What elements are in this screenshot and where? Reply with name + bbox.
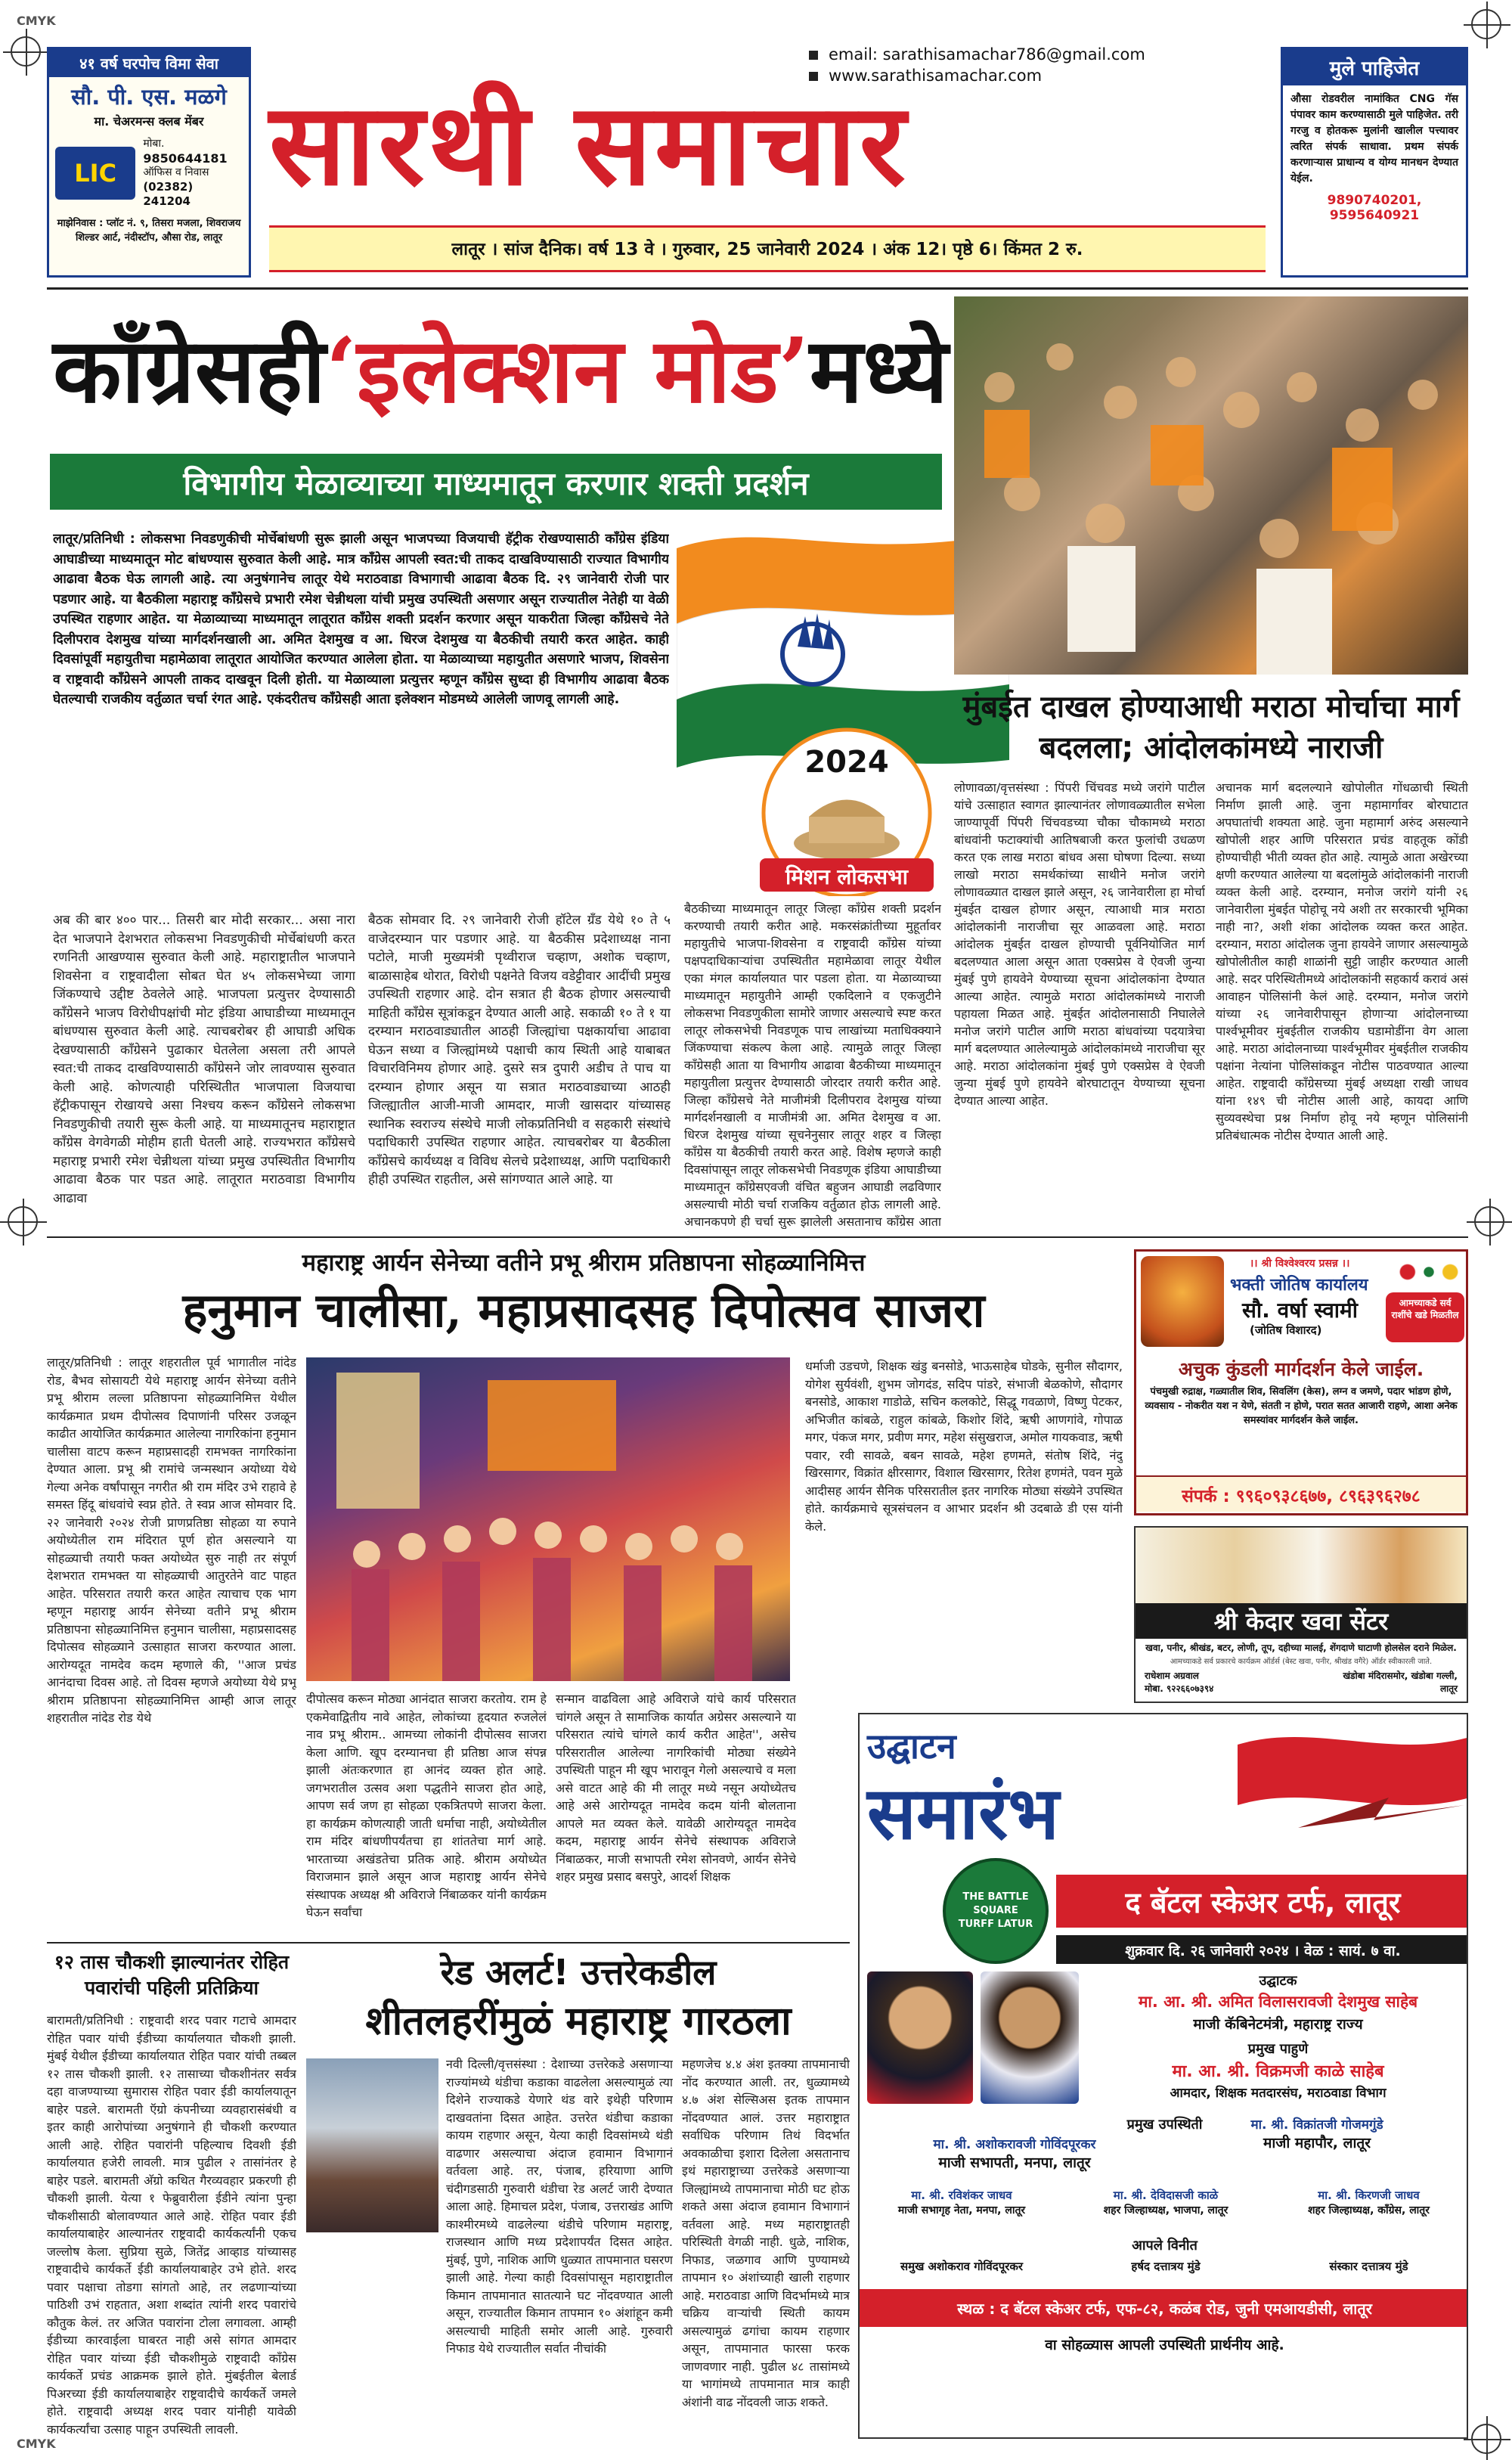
khava-note: आमच्याकडे सर्व प्रकारचे कार्यक्रम ऑर्डर्स (बेस्ट खवा, पनीर, श्रीखंड वगैरे) ऑर्डर स्वीकारली जाते.: [1170, 1658, 1433, 1666]
khava-owner: राधेशाम अग्रवाल: [1145, 1671, 1199, 1681]
lic-advert: [47, 47, 251, 278]
lic-address: माझेनिवास : प्लॉट नं. ९, तिसरा मजला, शिवराजय शिल्डर आर्ट, नंदीस्टॉप, औसा रोड, लातूर: [57, 218, 241, 244]
masthead-email[interactable]: email: sarathisamachar786@gmail.com: [829, 45, 1145, 64]
masthead-dateline: लातूर । सांज दैनिक। वर्ष 13 वे । गुरुवार, 25 जानेवारी 2024 । अंक 12। पृष्ठे 6। किंमत 2 रु.: [451, 240, 1083, 259]
cmyk-mark: CMYK: [17, 14, 56, 28]
hanuman-headline: हनुमान चालीसा, महाप्रसादसह दिपोत्सव साजरा: [182, 1283, 985, 1338]
redalert-headline-line-2: शीतलहरींमुळं महाराष्ट्र गारठला: [365, 1998, 792, 2044]
khava-title: श्री केदार खवा सेंटर: [1136, 1603, 1467, 1639]
ganesh-icon: [1141, 1256, 1224, 1347]
lead-column-1: अब की बार ४०० पार... तिसरी बार मोदी सरकार... असा नारा देत भाजपाने देशभरात लोकसभा निवडणुकीची मोर्चेबांधणी करत रणनिती आखण्यास सुरुवात केली आहे. महाराष्ट्रातील भाजपाने शिवसेना व राष्ट्रवादीला सोबत घेत ४५ लोकसभेच्या जागा जिंकण्याचे उद्दीष्ट ठेवलेले आहे. भाजपला प्रत्युत्तर देण्यासाठी काँग्रेसने भाजप विरोधीपक्षांची मोट इंडिया आघाडीच्या माध्यमातून बांधण्यास सुरुवात केली आहे. त्याचबरोबर ही आघाडी अधिक देखण्यासाठी काँग्रेसने पुढाकार घेतलेला असला तरी आपले स्वत:ची ताकद दाखविण्यासाठी काँग्रेसने जोर लावण्यास सुरुवात केली आहे. कोणत्याही परिस्थितीत भाजपाला विजयाचा हॅट्रीकपासून रोखायचे असा निश्चय करून काँग्रेसने लोकसभा निवडणुकीची तयारी सुरू केली आहे. या माध्यमातूनच महाराष्ट्रात काँग्रेस वेगवेगळी मोहीम हाती घेतली आहे. राज्यभरात काँग्रेसचे महाराष्ट्र प्रभारी रमेश चेन्नीथला यांच्या प्रमुख उपस्थितीत विभागीय आढावा बैठक पार पडत आहे. लातूरात मराठवाडा विभागीय आढावा: [53, 913, 355, 1206]
hanuman-event-illustration: [306, 1357, 790, 1681]
registration-mark-top-right: [1471, 9, 1501, 39]
guest-name: मा. श्री. किरणजी जाधव: [1318, 2189, 1420, 2202]
inauguration-word-1: उद्घाटन: [867, 1726, 956, 1767]
inaugurator-name: मा. आ. श्री. अमित विलासरावजी देशमुख साहेब: [1138, 1993, 1418, 2011]
lead-subhead: विभागीय मेळाव्याच्या माध्यमातून करणार शक्ती प्रदर्शन: [183, 465, 809, 502]
jyotish-advert: [1134, 1249, 1468, 1515]
hanuman-column-4: धर्माजी उडचणे, शिक्षक खंडु बनसोडे, भाऊसाहेब घोडके, सुनील सौदागर, योगेश सुर्यवंशी, शुभम जोगदंड, सदिप पांडरे, संभाजी बेळकोणे, सौदागर बनसोडे, आकाश गाडोळे, सचिन कलकोटे, सिद्धू गवळाणे, विष्णु पेटकर, अभिजीत कांबळे, राहुल कांबळे, किशोर शिंदे, ऋषी आणगांवे, गोपाळ मगर, पंकज मगर, प्रवीण मगर, महेश संसुखराज, अमोल गायकवाड, ऋषी पवार, रवी सावळे, बबन सावळे, महेश हणमते, संतोष शिंदे, नंदु खिरसागर, विक्रांत क्षीरसागर, विशाल खिरसागर, रितेश हणमंते, पवन मुळे आदीसह आर्यन सैनिक परिसरातील इतर नागरिक मोठ्या संख्येने उपस्थित होते. कार्यक्रमाचे सूत्रसंचलन व आभार प्रदर्शन श्री उदबाळे डी एस यांनी केले.: [805, 1359, 1123, 1534]
guest-title: माजी सभागृह नेता, मनपा, लातूर: [897, 2204, 1026, 2216]
inviter-1: समुख अशोकराव गोविंदपूरकर: [900, 2260, 1024, 2273]
hanuman-column-3: सन्मान वाढविला आहे अविराजे यांचे कार्य परिसरात चांगले असून ते सामाजिक कार्यात अग्रेसर असल्याने या परिसरात त्यांचे चांगले कार्य करीत आहेत'', असेच परिसरातील आलेल्या नागरिकांची मोठ्या संख्येने उपस्थिती पाहून मी खूप भारावून गेलो असल्याचे व मला असे वाटत आहे की मी लातूर मध्ये नसून अयोध्येतच आहे असे आरोग्यदूत नामदेव कदम यांनी बोलताना आपले मत व्यक्त केले. यावेळी आरोग्यदूत नामदेव कदम, महाराष्ट्र आर्यन सेनेचे संस्थापक अविराजे निंबाळकर, माजी सभापती रमेश सोनवणे, आर्यन सेनेचे शहर प्रमुख प्रसाद बसपुरे, आदर्श शिक्षक: [556, 1692, 796, 1884]
guest-name: मा. श्री. अशोकरावजी गोविंदपूरकर: [933, 2137, 1096, 2152]
guest-name: मा. श्री. देविदासजी काळे: [1113, 2189, 1219, 2202]
inviters-label: आपले विनीत: [1132, 2238, 1198, 2254]
guest-title: माजी सभापती, मनपा, लातूर: [938, 2154, 1091, 2171]
inaugurator-label: उद्घाटक: [1259, 1973, 1297, 1989]
guest-name: मा. श्री. विक्रांतजी गोजमगुंडे: [1250, 2117, 1383, 2133]
guest-title: शहर जिल्हाध्यक्ष, भाजपा, लातूर: [1103, 2204, 1228, 2216]
registration-mark-top-left: [11, 36, 41, 67]
redalert-headline-line-1: रेड अलर्ट! उत्तरेकडील: [440, 1952, 717, 1993]
guest-4: [1064, 2188, 1268, 2217]
turf-logo-badge: THE BATTLE SQUARE TURFF LATUR: [943, 1858, 1049, 1964]
inauguration-word-2: समारंभ: [867, 1770, 1059, 1856]
chief-guest-label: प्रमुख पाहुणे: [1247, 2041, 1309, 2057]
guest-photo-2: [981, 1971, 1079, 2104]
guest-2: [1170, 2115, 1464, 2152]
jyotish-subtitle: (जोतिष विशारद): [1250, 1323, 1322, 1337]
redalert-column-2: महणजेच ४.४ अंश इतक्या तापमानाची नोंद करण्यात आली. तर, धुळ्यामध्ये ४.७ अंश सेल्सिअस इतक तापमान नोंदवण्यात आलं. उत्तर महाराष्ट्रात सर्वाधिक परिणाम तिथं विदर्भात अवकाळीचा इशारा दिलेला असतानाच इथं महाराष्ट्राच्या उत्तरेकडे असणाऱ्या जिल्ह्यांमध्ये तापमानाचा मोठी घट होऊ शकते असा अंदाज हवामान विभागानं वर्तवला आहे. मध्य महाराष्ट्रातही परिस्थिती वेगळी नाही. धुळे, नाशिक, निफाड, जळगाव आणि पुण्यामध्ये तापमान १० अंशांच्याही खाली राहणार आहे. मराठवाडा आणि विदर्भामध्ये मात्र चक्रिय वाऱ्यांची स्थिती कायम असल्यामुळं ढगांचा कायम राहणार असून, तापमानात फारसा फरक जाणवणार नाही. पुढील ४८ तासांमध्ये या भागांमध्ये तापमानात मात्र काही अंशांनी वाढ नोंदवली जाऊ शकते.: [682, 2057, 850, 2409]
registration-mark-mid-left: [8, 1206, 38, 1236]
hanuman-column-2: दीपोत्सव करून मोठ्या आनंदात साजरा करतोय. राम हे एकमेवाद्वितीय नावे आहेत, लोकांच्या हृदयात रुजलेलं नाव प्रभू श्रीराम.. आमच्या लोकांनी दीपोत्सव साजरा केला आणि. खूप दरम्यानचा ही प्रतिष्ठा आज संपन्न झाली अंतःकरणात हा आनंद व्यक्त होत आहे. जगभरातील उत्सव अशा पद्धतीने साजरा होत आहे, आपण सर्व जण हा सोहळा एकत्रितपणे साजरा केला. हा कार्यक्रम कोणत्याही जाती धर्माचा नाही, अयोध्येतील राम मंदिर बांधणीपर्यंतचा हा शांततेचा मार्ग आहे. भारताच्या अखंडतेचा प्रतिक आहे. श्रीराम अयोध्येत विराजमान झाले असून आज महाराष्ट्र आर्यन सेनेचे संस्थापक अध्यक्ष श्री अविराजे निंबाळकर यांनी कार्यक्रम घेऊन सर्वांचा: [306, 1692, 547, 1919]
lic-logo: LIC: [55, 147, 135, 200]
chief-guest-title: आमदार, शिक्षक मतदारसंघ, मराठवाडा विभाग: [1170, 2086, 1387, 2101]
section-rule-1: [47, 1236, 1468, 1238]
registration-mark-bottom-right: [1471, 2424, 1501, 2454]
jyotish-services: पंचमुखी रुद्राक्ष, गळ्यातील शिव, सिवलिंग (केस), लग्न व जमणे, पदार भांडण होणे, व्यवसाय - नोकरीत यश न येणे, संतती न होणे, परात सतत आजारी राहणे, आशा अनेक समस्यांवर मार्गदर्शन केले जाईल.: [1145, 1386, 1458, 1426]
header-rule: [47, 287, 1468, 290]
jobs-advert-text: औसा रोडवरील नामांकित CNG गॅस पंपावर काम करण्यासाठी मुले पाहिजेत. तरी गरजु व होतकरू मुलांनी खालील पत्त्यावर त्वरित संपर्क साधावा. प्रथम संपर्क करणाऱ्यास प्राधान्य व योग्य मानधन देण्यात येईल.: [1290, 93, 1458, 185]
guest-name: मा. श्री. रविशंकर जाधव: [911, 2189, 1012, 2202]
chief-guest-name: मा. आ. श्री. विक्रमजी काळे साहेब: [1172, 2062, 1384, 2081]
jobs-advert-title: मुले पाहिजेत: [1283, 49, 1466, 85]
khava-items: खवा, पनीर, श्रीखंड, बटर, लोणी, तूप, दहीच्या मालई, शेंगदाणे घाटाणी होलसेल दराने मिळेल.: [1145, 1643, 1457, 1653]
khava-advert: [1134, 1526, 1468, 1703]
khava-mobile: मोबा. ९२२६६०७३९४: [1145, 1683, 1214, 1694]
lead-graphic-caption: मिशन लोकसभा: [785, 864, 908, 889]
lead-headline-part-b: ‘इलेक्शन मोड’: [325, 318, 810, 423]
lic-agent-subtitle: मा. चेअरमन्स क्लब मेंबर: [94, 114, 204, 129]
jobs-advert-phones: 9890740201, 9595640921: [1327, 193, 1422, 223]
hanuman-column-1: लातूर/प्रतिनिधी : लातूर शहरातील पूर्व भागातील नांदेड रोड, बैभव सोसायटी येथे महाराष्ट्र आर्यन सेनेच्या वतीने प्रभू श्रीराम लल्ला प्रतिष्ठापना सोहळ्यानिमित्त येथील कार्यक्रमात प्रथम दीपोत्सव दिपाणांनी परिसर उजळून काढीत आयोजित कार्यक्रमात आलेल्या नागरिकांना हनुमान चालीसा वाटप करून महाप्रसादही रामभक्त नागरिकांना देण्यात आला. प्रभू श्री रामांचे जन्मस्थान अयोध्या येथे गेल्या अनेक वर्षांपासून नगरीत श्री राम मंदिर उभे राहावे हे समस्त हिंदू बांधवांचे स्वप्न होते. ते स्वप्न आज सोमवार दि. २२ जानेवारी २०२४ रोजी प्राणप्रतिष्ठा सोहळा या रुपाने अयोध्येतील राम मंदिरात पूर्ण होत असल्याने या सोहळ्याची तयारी फक्त अयोध्येत सुरु नाही तर संपूर्ण देशभरात रामभक्त या सोहळ्याची आतुरतेने वाट पाहत आहेत. परिसरात तयारी करत आहेत त्याचाच एक भाग म्हणून महाराष्ट्र आर्यन सेनेच्या वतीने प्रभू श्रीराम प्रतिष्ठापना सोहळ्यानिमित्त हनुमान चालीसा, महाप्रसादसह दिपोत्सव सोहळ्याने उत्साहात साजरा करण्यात आला. आरोग्यदूत नामदेव कदम म्हणाले की, ''आज प्रचंड आनंदाचा दिवस आहे. तो दिवस म्हणजे अयोध्या येथे प्रभू श्रीराम प्रतिष्ठापना सोहळ्यानिमित्त आम्ही आज लातूर शहरातील नांदेड रोड येथे: [47, 1355, 296, 1725]
inauguration-advert: [858, 1713, 1468, 2439]
inviter-2: हर्षद दत्तात्रय मुंडे: [1131, 2260, 1201, 2273]
office-label: ऑफिस व निवास: [143, 166, 209, 178]
mobile-label: मोबा.: [143, 138, 165, 150]
jyotish-title: भक्ती जोतिष कार्यालय: [1230, 1276, 1368, 1295]
lead-graphic-year: 2024: [804, 745, 889, 780]
inauguration-footer: वा सोहळ्यास आपली उपस्थिती प्रार्थनीय आहे.: [1045, 2337, 1284, 2353]
rohit-headline: १२ तास चौकशी झाल्यानंतर रोहित पवारांची पहिली प्रतिक्रिया: [54, 1951, 290, 1999]
inaugurator-title: माजी कॅबिनेटमंत्री, महाराष्ट्र राज्य: [1193, 2016, 1363, 2033]
gemstones-icon: [1393, 1256, 1464, 1288]
guest-title: माजी महापौर, लातूर: [1263, 2135, 1371, 2151]
crowd-illustration: [954, 296, 1468, 675]
jyotish-top-line: ।। श्री विश्वेश्वरय प्रसन्न ।।: [1250, 1258, 1350, 1270]
masthead-website[interactable]: www.sarathisamachar.com: [829, 67, 1043, 85]
lead-headline-part-c: मध्ये: [809, 318, 949, 423]
registration-mark-mid-right: [1474, 1206, 1504, 1236]
lead-headline-part-a: काँग्रेसही: [53, 318, 326, 423]
masthead-title: सारथी समाचार: [269, 78, 909, 211]
section-rule-2: [47, 1942, 850, 1943]
cmyk-mark-bottom: CMYK: [17, 2437, 56, 2451]
redalert-column-1: नवी दिल्ली/वृत्तसंस्था : देशाच्या उत्तरेकडे असणाऱ्या राज्यांमध्ये थंडीचा कडाका वाढलेला असल्यामुळं त्या दिशेने राज्याकडे येणारे थंड वारे इथेही परिणाम दाखवतांना दिसत आहेत. उत्तरेत थंडीचा कडाका कायम राहणार असून, येत्या काही दिवसांमध्ये थंडी वाढणार असल्याचा अंदाज हवामान विभागानं वर्तवला आहे. तर, पंजाब, हरियाणा आणि चंदीगडसाठी गुरुवारी थंडीचा रेड अलर्ट जारी देण्यात आला आहे. हिमाचल प्रदेश, पंजाब, उत्तराखंड आणि काश्मीरमध्ये वाढलेल्या थंडीचे परिणाम महाराष्ट्र, राजस्थान आणि मध्य प्रदेशापर्यंत दिसत आहेत. मुंबई, पुणे, नाशिक आणि धुळ्यात तापमानात घसरण झाली आहे. गेल्या काही दिवसांपासून महाराष्ट्रातील किमान तापमानात सातत्याने घट नोंदवण्यात आली असून, राज्यातील किमान तापमान १० अंशांहून कमी असल्याची माहिती समोर आली आहे. गुरुवारी निफाड येथे राज्यातील सर्वात नीचांकी: [446, 2057, 673, 2356]
rohit-body: बारामती/प्रतिनिधी : राष्ट्रवादी शरद पवार गटाचे आमदार रोहित पवार यांची ईडीच्या कार्यालयात चौकशी झाली. मुंबई येथील ईडीच्या कार्यालयात रोहित पवार यांची तब्बल १२ तास चौकशी झाली. १२ तासाच्या चौकशीनंतर सर्वत्र दहा वाजण्याच्या सुमारास रोहित पवार ईडी कार्यालयातून बाहेर पडले. बारामती ऍग्रो कंपनीच्या व्यवहारासंबंधी व इतर काही आरोपांच्या अनुषंगाने ही चौकशी करण्यात आली आहे. रोहित पवारांनी पहिल्याच दिवशी ईडी कार्यालयात हजेरी लावली. मात्र पुढील २ तासांनंतर हे बाहेर पडले. बारामती अ‍ॅग्रो कथित गैरव्यवहार प्रकरणी ही चौकशी झाली. येत्या १ फेब्रुवारीला ईडीने त्यांना पुन्हा चौकशीसाठी बोलावण्यात आले आहे. रोहित पवार ईडी कार्यालयाबाहेर आल्यानंतर राष्ट्रवादी कार्यकर्त्यांनी एकच जल्लोष केला. सुप्रिया सुळे, जितेंद्र आव्हाड यांच्यासह राष्ट्रवादीचे कार्यकर्ते ईडी कार्यालयाबाहेर उभे होते. शरद पवार पक्षाचा तोडगा सांगतो आहे, तर लढणाऱ्यांच्या पाठिशी उभं राहतात, अशा शब्दांत त्यांनी शरद पवारांचे कौतुक केलं. तर अजित पवारांना टोला लगावला. आम्ही ईडीच्या कारवाईला घाबरत नाही असे सांगत आमदार रोहित पवार यांच्या ईडी चौकशीमुळे राष्ट्रवादी काँग्रेस कार्यकर्ते प्रचंड आक्रमक झाले होते. मुंबईतील बेलार्ड पिअरच्या ईडी कार्यालयाबाहेर राष्ट्रवादीचे कार्यकर्ते जमले होते. राष्ट्रवादी अध्यक्ष शरद पवार यांनीही यावेळी कार्यकर्त्यांचा उत्साह पाहून उपस्थिती लावली.: [47, 2013, 296, 2437]
maratha-headline: मुंबईत दाखल होण्याआधी मराठा मोर्चाचा मार्ग बदलला; आंदोलकांमध्ये नाराजी: [962, 690, 1460, 765]
hanuman-kicker: महाराष्ट्र आर्यन सेनेच्या वतीने प्रभू श्रीराम प्रतिष्ठापना सोहळ्यानिमित्त: [302, 1249, 866, 1277]
sweets-photo: [1136, 1528, 1467, 1603]
jobs-advert: [1281, 47, 1468, 278]
maratha-rally-photo: [954, 296, 1468, 675]
jyotish-tagline: अचुक कुंडली मार्गदर्शन केले जाईल.: [1178, 1358, 1424, 1380]
lead-column-3-article: [684, 900, 941, 1229]
lic-phone-mobile: 9850644181: [143, 151, 228, 166]
guest-5: [1268, 2188, 1468, 2217]
maratha-column-2: अचानक मार्ग बदलल्याने खोपोलीत गोंधळाची स्थिती निर्माण झाली आहे. जुना महामार्गावर बोरघाटात अपघातांची शक्यता आहे. जुना महामार्ग अरुंद असल्याने खोपोली शहर आणि परिसरात प्रचंड वाहतूक कोंडी होण्याचीही भीती व्यक्त होत आहे. त्यामुळे आता अखेरच्या क्षणी करण्यात आलेल्या या बदलांमुळे आंदोलकांनी नाराजी व्यक्त केली आहे. दरम्यान, मनोज जरांगे यांनी २६ जानेवारीला मुंबईत पोहोचू नये अशी तर सरकारची भूमिका नाही ना?, अशी शंका आंदोलक व्यक्त करत आहेत. दरम्यान, मराठा आंदोलक जुना हायवेने जाणार असल्यामुळे खोपोलीतील काही शाळांनी सुट्टी जाहीर करण्यात आली आहे. सदर परिस्थितीमध्ये आंदोलकांनी सहकार्य करावं असं आवाहन पोलिसांनी केलं आहे. दरम्यान, मनोज जरांगे यांच्या २६ जानेवारीपासून होणाऱ्या आंदोलनाच्या पार्श्वभूमीवर मुंबईतील राजकीय घडामोडींना वेग आला आहे. मराठा आंदोलनाच्या पार्श्वभूमीवर मुंबईतील राजकीय पक्षांना नेत्यांना पोलिसांकडून नोटीस पाठवण्यात आल्या आहेत. राष्ट्रवादी काँग्रेसच्या मुंबई अध्यक्षा राखी जाधव यांना १४९ ची नोटीस आली आहे, कायदा आणि सुव्यवस्थेचा प्रश्न निर्माण होवू नये म्हणून पोलिसांनी प्रतिबंधात्मक नोटीस देण्यात आली आहे.: [1216, 780, 1468, 1143]
lead-column-2: बैठक सोमवार दि. २९ जानेवारी रोजी हॉटेल ग्रँड येथे १० ते ५ वाजेदरम्यान पार पडणार आहे. या बैठकीस प्रदेशाध्यक्ष नाना पटोले, माजी मुख्यमंत्री पृथ्वीराज चव्हाण, अशोक चव्हाण, बाळासाहेब थोरात, विरोधी पक्षनेते विजय वडेट्टीवार आदींची प्रमुख उपस्थिती राहणार आहे. दोन सत्रात ही बैठक होणार असल्याची माहिती काँग्रेस सूत्रांकडून देण्यात आली आहे. सकाळी १० ते १ या दरम्यान मराठवाड्यातील आठही जिल्ह्यांचा पक्षकार्याचा आढावा घेऊन सध्या व जिल्ह्यांमध्ये पक्षाची काय स्थिती आहे याबाबत विचारविनिमय होणार आहे. दुसरे सत्र दुपारी अडीच ते पाच या दरम्यान होणार असून या सत्रात मराठवाड्याच्या आठही जिल्ह्यातील आजी-माजी आमदार, माजी खासदार यांच्यासह स्थानिक स्वराज्य संस्थेचे माजी लोकप्रतिनिधी व सहकारी संस्थांचे पदाधिकारी उपस्थित राहणार आहेत. त्याचबरोबर या बैठकीला काँग्रेसचे कार्यध्यक्ष व विविध सेलचे प्रदेशाध्यक्ष, आणि पदाधिकारी हीही उपस्थित राहतील, असे सांगण्यात आले आहे. या: [368, 913, 671, 1187]
guest-title: शहर जिल्हाध्यक्ष, काँग्रेस, लातूर: [1307, 2204, 1430, 2216]
inauguration-venue-name: द बॅटल स्केअर टर्फ, लातूर: [1125, 1886, 1401, 1919]
guest-photo-1: [867, 1971, 973, 2104]
redalert-headline: [306, 1950, 850, 2048]
inauguration-datetime: शुक्रवार दि. २६ जानेवारी २०२४ । वेळ : सायं. ७ वा.: [1056, 1935, 1468, 1964]
lead-headline: [53, 302, 949, 439]
lead-column-3-paragraph: बैठकीच्या माध्यमातून लातूर जिल्हा काँग्रेस शक्ती प्रदर्शन करण्याची तयारी करीत आहे. मकरसंक्रांतीच्या मुहूर्तावर महायुतीचे भाजपा-शिवसेना व राष्ट्रवादी काँग्रेस यांच्या पक्षपदाधिकाऱ्यांचा उपस्थितीत महामेळावा लातूर येथील एका मंगल कार्यालयात पार पडला होता. या मेळाव्याच्या माध्यमातून महायुतीने आम्ही एकदिलाने व एकजुटीने लोकसभा निवडणुकीला सामोरे जाणार असल्याचे स्पष्ट करत लातूर लोकसभेची निवडणूक पाच लाखांच्या मताधिक्क्याने जिंकण्याचा संकल्प केला आहे. त्यामुळे लातूर जिल्हा काँग्रेसही आता या विभागीय आढावा बैठकीच्या माध्यमातून महायुतीला प्रत्युत्तर देण्यासाठी जोरदार तयारी करीत आहे. जिल्हा काँग्रेसचे नेते माजीमंत्री दिलीपराव देशमुख यांच्या मार्गदर्शनखाली व माजीमंत्री आ. अमित देशमुख व आ. धिरज देशमुख यांच्या सूचनेनुसार लातूर शहर व जिल्हा काँग्रेस या बैठकीची तयारी करत आहे. विशेष म्हणजे काही दिवसांपासून लातूर लोकसभेची निवडणूक इंडिया आघाडीच्या माध्यमातून काँग्रेसएवजी वंचित बहुजन आघाडी लढविणार असल्याची मोठी चर्चा राजकिय वर्तुळात होऊ लागली आहे. अचानकपणे ही चर्चा सुरू झालेली असतानाच काँग्रेस आता: [684, 901, 941, 1229]
jyotish-name: सौ. वर्षा स्वामी: [1242, 1298, 1359, 1323]
guest-1: [867, 2135, 1162, 2172]
cold-wave-photo: [306, 2058, 438, 2232]
jyotish-contact: संपर्क : ९९६०९३८६७७, ८९६३९६२७८: [1136, 1475, 1466, 1512]
lead-intro: लातूर/प्रतिनिधी : लोकसभा निवडणुकीची मोर्चेबांधणी सुरू झाली असून भाजपच्या विजयाची हॅट्रीक रोखण्यासाठी काँग्रेस इंडिया आघाडीच्या माध्यमातून मोट बांधण्यास सुरुवात केली आहे. मात्र काँग्रेस आपली स्वत:ची ताकद दाखविण्यासाठी राज्यात विभागीय आढावा बैठक घेऊ लागली आहे. त्या अनुषंगानेच लातूर येथे मराठवाडा विभागाची आढावा बैठक दि. २९ जानेवारी रोजी पार पडणार आहे. या बैठकीला महाराष्ट्र काँग्रेसचे प्रभारी रमेश चेन्नीथला यांची प्रमुख उपस्थिती असणार असून राज्यातील नेतेही या वेळी उपस्थित राहणार आहेत. या मेळाव्याच्या माध्यमातून लातूरात काँग्रेस शक्ती प्रदर्शन करणार असून याकरीता जिल्हा काँग्रेसचे नेते दिलीपराव देशमुख यांच्या मार्गदर्शनखाली आ. अमित देशमुख व आ. धिरज देशमुख या बैठकीची तयारी करत आहेत. काही दिवसांपूर्वी महायुतीचा महामेळावा लातूरात आयोजित करण्यात आलेला होता. या मेळाव्याच्या महायुतीत असणारे भाजप, शिवसेना व राष्ट्रवादी काँग्रेसने आपली ताकद दाखवून दिली होती. या मेळाव्याला प्रत्युत्तर म्हणून काँग्रेस सुध्दा ही विभागीय आढावा बैठक घेतल्याची राजकीय वर्तुळात चर्चा रंगत आहे. एकंदरीतच काँग्रेसही आता इलेक्शन मोडमध्ये आलेली जाणवू लागली आहे.: [53, 532, 669, 707]
guests-label: प्रमुख उपस्थिती: [1126, 2117, 1203, 2133]
lic-phone-office: (02382) 241204: [143, 180, 194, 208]
lic-advert-banner: ४१ वर्ष घरपोच विमा सेवा: [49, 49, 249, 77]
maratha-column-1: लोणावळा/वृत्तसंस्था : पिंपरी चिंचवड मध्ये जरांगे पाटील यांचे उत्साहात स्वागत झाल्यानंतर लोणावळ्यातील सभेला जाण्यापूर्वी पिंपरी चिंचवडच्या चौका चौकामध्ये मराठा बांधवांनी फटाक्यांची आतिषबाजी करत फुलांची उधळण करत एक लाख मराठा बांधव असा घोषणा दिल्या. सध्या लाखो मराठा समर्थकांच्या साथीने मनोज जरांगे लोणावळ्यात दाखल झाले असून, २६ जानेवारीला हा मोर्चा मुंबईत दाखल होणार असून, त्याआधी मात्र मराठा आंदोलकांनी नाराजीचा सूर आळवला आहे. मराठा आंदोलक मुंबईत दाखल होण्याची पूर्वनियोजित मार्ग बदलण्यात आला असून आता एक्सप्रेस वे ऐवजी जुन्या मुंबई पुणे हायवेने येण्याच्या सूचना आंदोलकांना देण्यात आल्या आहेत. त्यामुळे मराठा आंदोलकांमध्ये नाराजी पहायला मिळत आहे. मुंबईत आंदोलनासाठी निघालेले मनोज जरांगे पाटील आणि मराठा बांधवांच्या पदयात्रेचा मार्ग बदलण्यात आलेल्यामुळे आंदोलकांमध्ये नाराजीचा सूर आहे. मराठा आंदोलकांना मुंबई पुणे एक्सप्रेस वे ऐवजी जुन्या मुंबई पुणे हायवेने बोरघाटातून येण्याच्या सूचना देण्यात आल्या आहेत.: [954, 780, 1205, 1108]
khava-address: खंडोबा मंदिरासमोर, खंडोबा गल्ली, लातूर: [1343, 1671, 1458, 1694]
inviter-3: संस्कार दत्तात्रय मुंडे: [1329, 2260, 1408, 2273]
jyotish-badge: आमच्याकडे सर्व राशींचे खडे मिळतील: [1386, 1292, 1464, 1342]
guest-3: [860, 2188, 1064, 2217]
inauguration-address: स्थळ : द बॅटल स्केअर टर्फ, एफ-८२, कळंब रोड, जुनी एमआयडीसी, लातूर: [957, 2300, 1372, 2318]
hanuman-event-photo: [306, 1357, 790, 1681]
lic-agent-name: सौ. पी. एस. मळगे: [71, 84, 227, 110]
